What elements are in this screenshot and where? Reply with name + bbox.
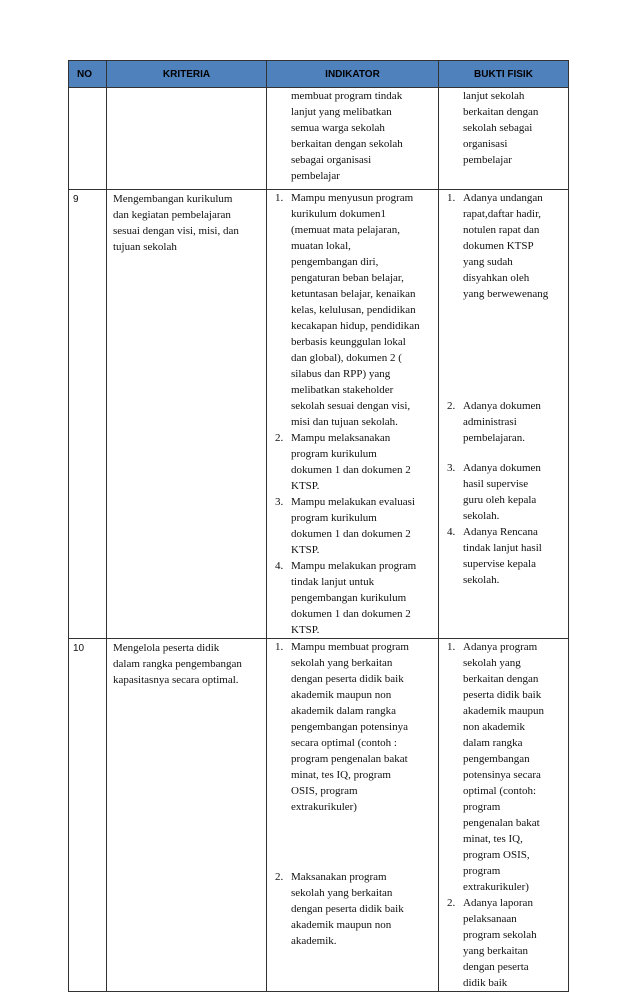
text-line: pengembangan [463,753,530,765]
text-line: dan kegiatan pembelajaran [113,209,231,221]
text-line: sekolah yang [463,657,521,669]
text-line: dan global), dokumen 2 ( [291,352,402,364]
bukti-fisik-list [439,190,569,639]
text-line: Mampu melakukan evaluasi [291,496,416,508]
text-line: yang sudah [463,256,513,268]
text-line: Adanya dokumen [463,400,541,412]
text-line: peserta didik baik [463,689,542,701]
text-line: pelaksanaan [463,913,517,925]
text-line: sebagai organisasi [291,154,372,166]
row-number: 10 [69,639,107,992]
text-line: KTSP. [291,544,320,556]
text-line: administrasi [463,416,517,428]
text-line: berkaitan dengan [463,106,539,118]
text-line: program sekolah [463,929,537,941]
text-line: dalam rangka [463,737,523,749]
text-line: pengembangan potensinya [291,721,408,733]
text-line: sesuai dengan visi, misi, dan [113,225,239,237]
text-line: kecakapan hidup, pendidikan [291,320,420,332]
text-line: semua warga sekolah [291,122,385,134]
header-indikator: INDIKATOR [267,61,439,88]
text-line: pembelajar [291,170,340,182]
item-number: 2. [275,432,284,444]
text-line: akademik dalam rangka [291,705,397,717]
text-line: (memuat mata pelajaran, [291,224,401,236]
indikator-list [267,190,439,639]
text-line: Mampu membuat program [291,641,409,653]
text-line: akademik maupun non [291,919,392,931]
list-item [443,460,564,524]
text-line: sekolah. [463,510,500,522]
table-header-row [69,61,569,88]
text-line: misi dan tujuan sekolah. [291,416,398,428]
item-number: 1. [447,192,456,204]
list-item [271,494,434,558]
text-line: yang berkaitan [463,945,529,957]
item-number: 4. [447,526,456,538]
text-line: rapat,daftar hadir, [463,208,542,220]
text-line: didik baik [463,977,508,989]
text-line: program OSIS, [463,849,530,861]
text-line: Mengembangan kurikulum [113,193,233,205]
bukti-continuation-text [443,88,564,168]
text-line: Mengelola peserta didik [113,642,220,654]
table-row-10 [69,639,569,992]
text-line: lanjut yang melibatkan [291,106,392,118]
text-line: lanjut sekolah [463,90,525,102]
cell-kriteria-empty [107,88,267,190]
text-line: kurikulum dokumen1 [291,208,387,220]
text-line: sekolah sebagai [463,122,533,134]
text-line: dengan peserta didik baik [291,903,404,915]
text-line: akademik maupun non [291,689,392,701]
text-line: Mampu melaksanakan [291,432,391,444]
text-line: pengenalan bakat [463,817,540,829]
cell-bukti-continuation [439,88,569,190]
text-line: sekolah sesuai dengan visi, [291,400,411,412]
list-item [271,869,434,949]
text-line: ketuntasan belajar, kenaikan [291,288,416,300]
header-no: NO [69,61,107,88]
text-line: KTSP. [291,480,320,492]
item-number: 3. [275,496,284,508]
text-line: hasil supervise [463,478,529,490]
text-line: Adanya undangan [463,192,543,204]
text-line: extrakurikuler) [463,881,529,893]
text-line: secara optimal (contoh : [291,737,397,749]
text-line: pembelajar [463,154,512,166]
text-line: kelas, kelulusan, pendidikan [291,304,416,316]
text-line: tindak lanjut untuk [291,576,375,588]
list-item [271,190,434,430]
text-line: pembelajaran. [463,432,525,444]
text-line: Mampu menyusun program [291,192,414,204]
text-line: guru oleh kepala [463,494,537,506]
indikator-list [267,639,439,992]
text-line: extrakurikuler) [291,801,357,813]
text-line: yang berwewenang [463,288,549,300]
text-line: membuat program tindak [291,90,403,102]
item-number: 1. [275,641,284,653]
text-line: program pengenalan bakat [291,753,408,765]
cell-no-empty [69,88,107,190]
table-row-9 [69,190,569,639]
bukti-fisik-list [439,639,569,992]
text-line: Adanya dokumen [463,462,541,474]
text-line: dalam rangka pengembangan [113,658,242,670]
text-line: notulen rapat dan [463,224,540,236]
text-line: sekolah yang berkaitan [291,887,393,899]
text-line: sekolah yang berkaitan [291,657,393,669]
text-line: tujuan sekolah [113,241,177,253]
text-line: potensinya secara [463,769,541,781]
row-number: 9 [69,190,107,639]
indikator-continuation-text [271,88,434,184]
table-row-continuation [69,88,569,190]
text-line: silabus dan RPP) yang [291,368,391,380]
kriteria-text [107,639,267,992]
item-number: 2. [275,871,284,883]
text-line: minat, tes IQ, [463,833,523,845]
text-line: Maksanakan program [291,871,387,883]
text-line: program [463,801,501,813]
criteria-table [68,60,569,992]
text-line: non akademik [463,721,526,733]
list-item [443,639,564,895]
item-number: 4. [275,560,284,572]
text-line: KTSP. [291,624,320,636]
header-kriteria: KRITERIA [107,61,267,88]
item-number: 3. [447,462,456,474]
text-line: Adanya program [463,641,538,653]
text-line: akademik maupun [463,705,544,717]
text-line: pengembangan diri, [291,256,379,268]
text-line: pengembangan kurikulum [291,592,407,604]
text-line: program kurikulum [291,448,377,460]
list-item [443,895,564,991]
text-line: organisasi [463,138,508,150]
list-item [271,430,434,494]
item-number: 1. [275,192,284,204]
text-line: dokumen 1 dan dokumen 2 [291,464,411,476]
cell-indikator-continuation [267,88,439,190]
list-item [443,398,564,446]
text-line: OSIS, program [291,785,358,797]
text-line: kapasitasnya secara optimal. [113,674,239,686]
item-number: 2. [447,897,456,909]
text-line: akademik. [291,935,337,947]
text-line: dokumen 1 dan dokumen 2 [291,528,411,540]
list-item [271,639,434,815]
text-line: muatan lokal, [291,240,351,252]
text-line: supervise kepala [463,558,536,570]
text-line: berkaitan dengan [463,673,539,685]
text-line: program [463,865,501,877]
text-line: dokumen 1 dan dokumen 2 [291,608,411,620]
header-bukti-fisik: BUKTI FISIK [439,61,569,88]
list-item [443,524,564,588]
text-line: minat, tes IQ, program [291,769,391,781]
kriteria-text [107,190,267,639]
text-line: Adanya laporan [463,897,533,909]
text-line: optimal (contoh: [463,785,537,797]
text-line: tindak lanjut hasil [463,542,542,554]
list-item [443,190,564,302]
text-line: disyahkan oleh [463,272,530,284]
text-line: berbasis keunggulan lokal [291,336,406,348]
item-number: 2. [447,400,456,412]
text-line: pengaturan beban belajar, [291,272,404,284]
text-line: dengan peserta didik baik [291,673,404,685]
text-line: program kurikulum [291,512,377,524]
text-line: dokumen KTSP [463,240,534,252]
text-line: dengan peserta [463,961,529,973]
list-item [271,558,434,638]
item-number: 1. [447,641,456,653]
text-line: melibatkan stakeholder [291,384,394,396]
text-line: sekolah. [463,574,500,586]
text-line: Mampu melakukan program [291,560,417,572]
text-line: Adanya Rencana [463,526,538,538]
text-line: berkaitan dengan sekolah [291,138,403,150]
